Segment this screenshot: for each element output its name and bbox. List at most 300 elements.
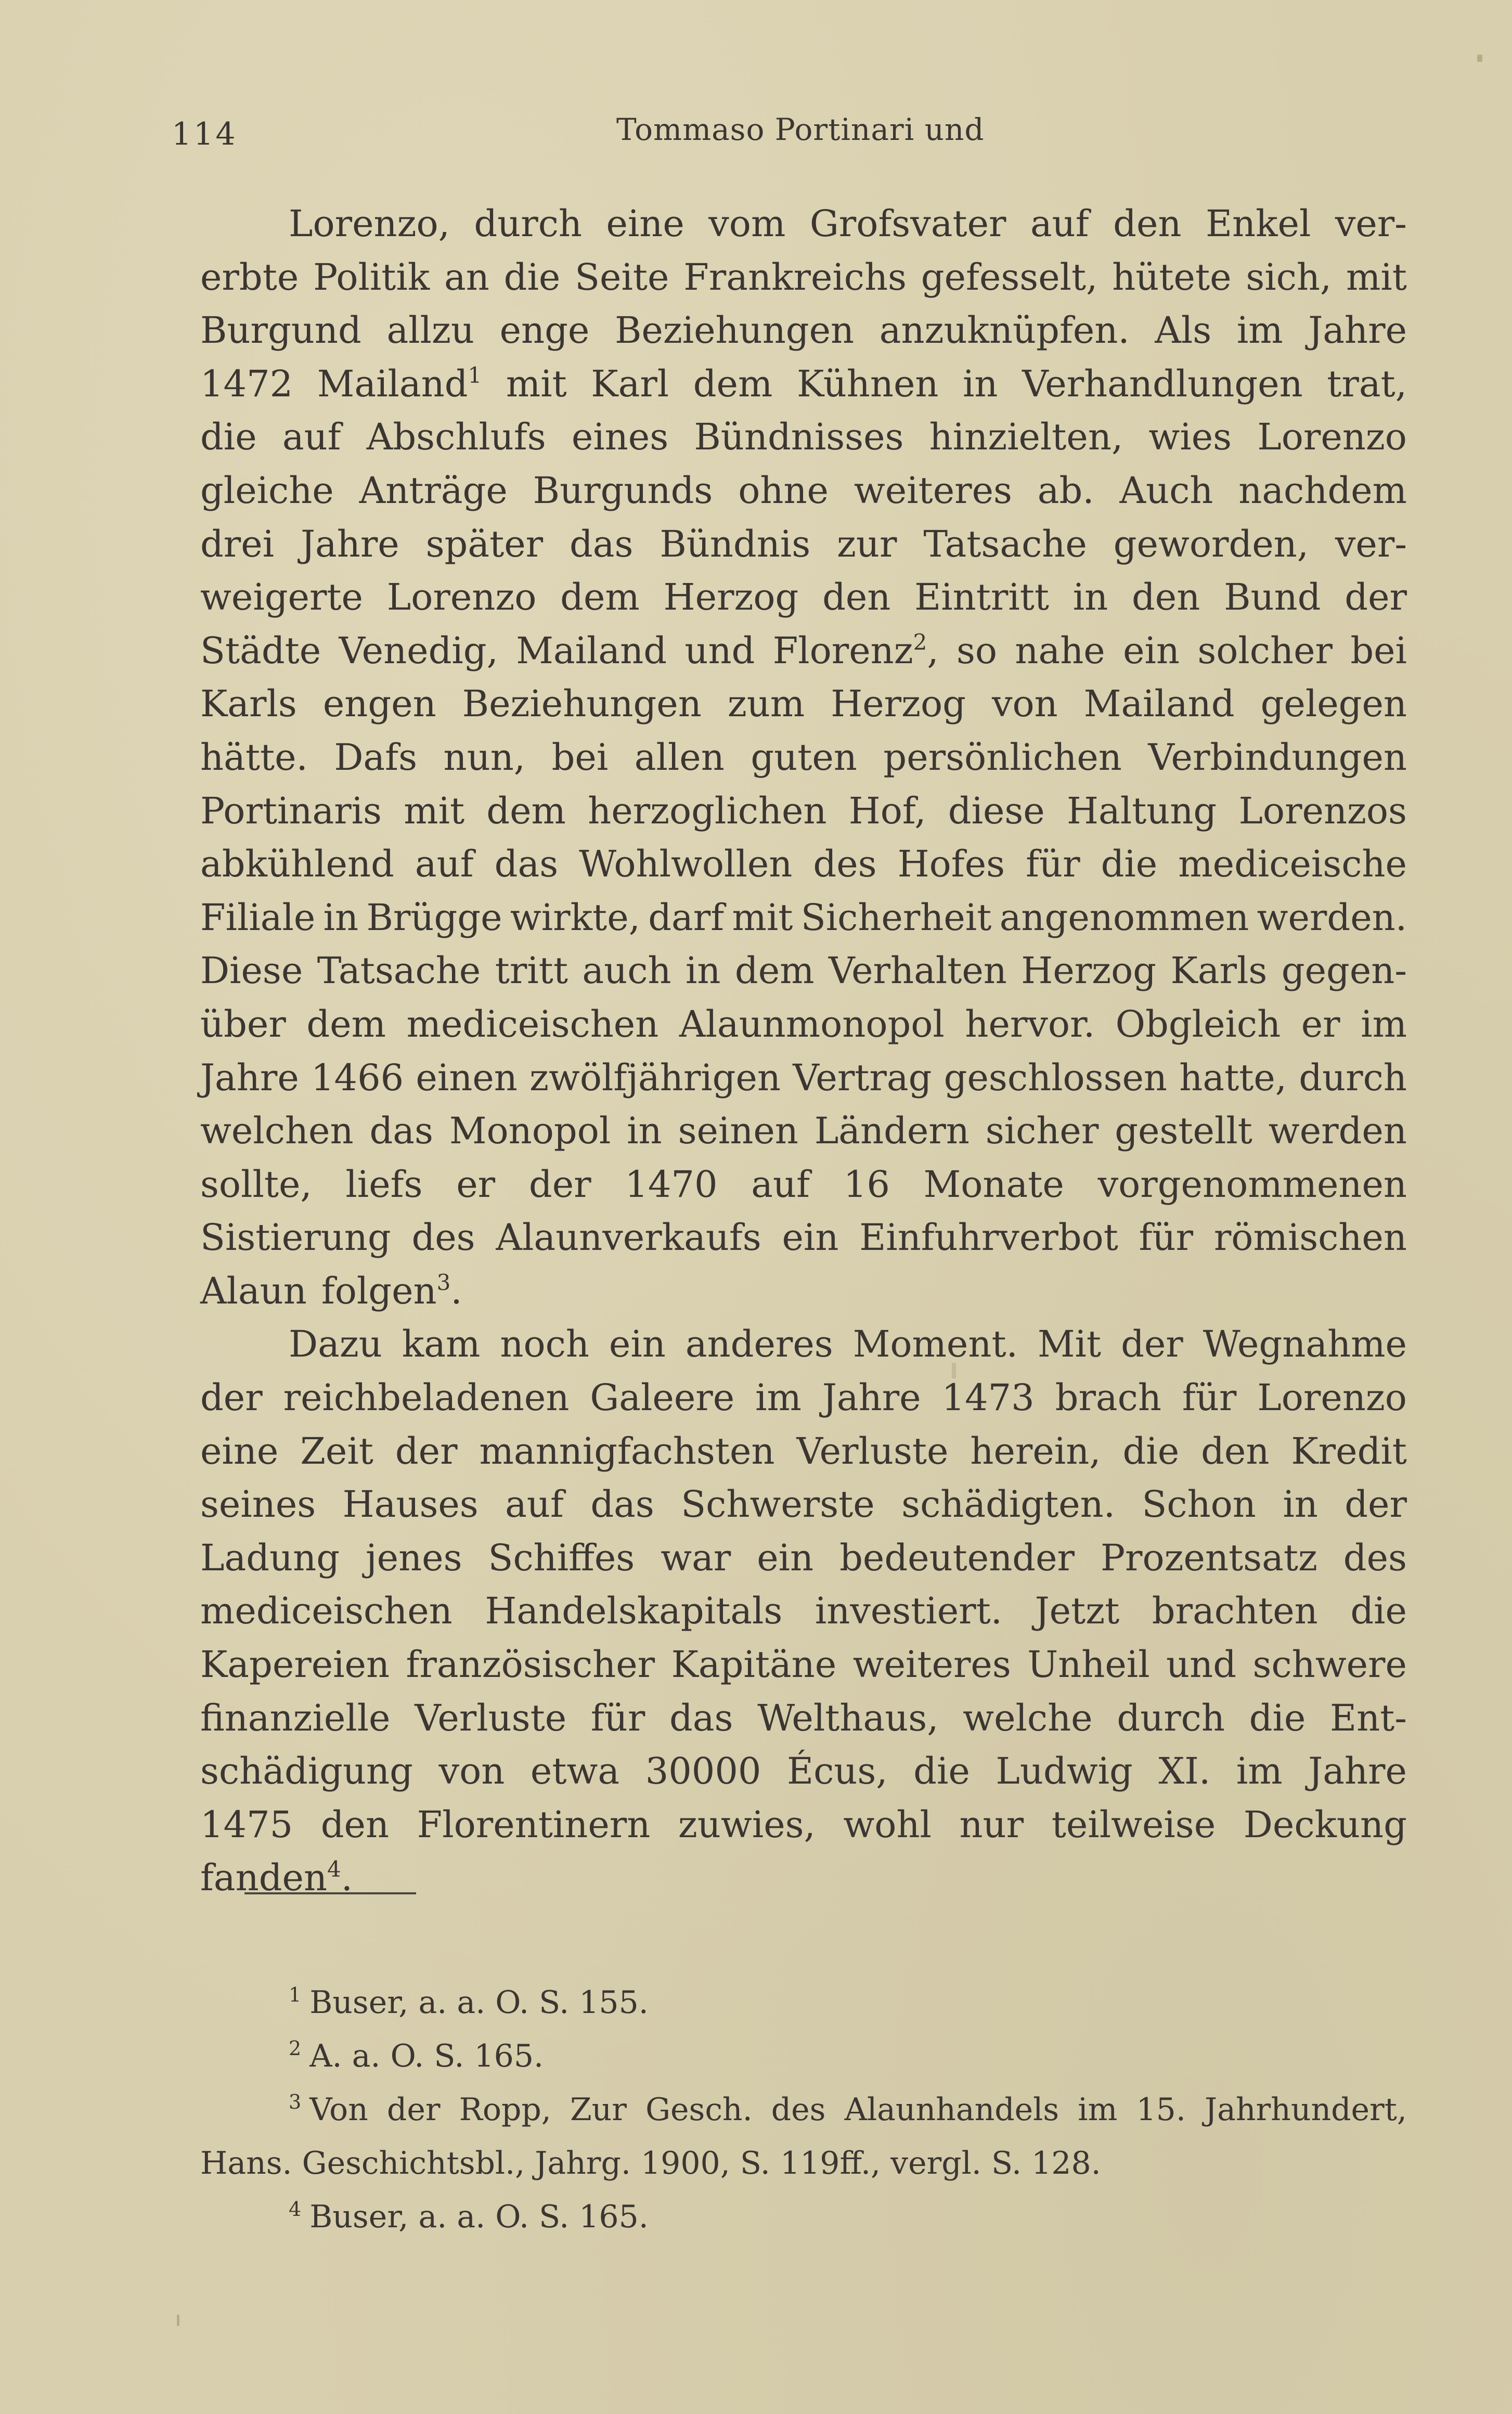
word: eine bbox=[606, 202, 684, 245]
word: im bbox=[1236, 309, 1283, 352]
paper-speck bbox=[952, 1363, 956, 1378]
word: anderes bbox=[685, 1323, 833, 1366]
word: von bbox=[991, 682, 1058, 726]
word: Brügge bbox=[366, 896, 502, 939]
word: mit bbox=[404, 789, 465, 832]
word: seinen bbox=[678, 1109, 798, 1153]
word: erbte bbox=[200, 255, 299, 299]
text-line bbox=[200, 627, 1407, 681]
word: Monopol bbox=[449, 1109, 611, 1153]
word: Hauses bbox=[342, 1483, 479, 1526]
word: weiteres bbox=[852, 1643, 1011, 1686]
text-line bbox=[200, 1428, 1407, 1481]
word: folgen$^3$. bbox=[321, 1269, 462, 1312]
text-line bbox=[200, 947, 1407, 1001]
word: Hof, bbox=[848, 789, 926, 832]
text-line bbox=[200, 680, 1407, 734]
word: die bbox=[503, 255, 561, 299]
word: mannigfachsten bbox=[479, 1429, 775, 1473]
text-line bbox=[200, 574, 1407, 627]
word: Monate bbox=[923, 1163, 1064, 1206]
footnote bbox=[200, 1982, 1407, 2035]
word: in bbox=[963, 362, 998, 405]
word: 16 bbox=[843, 1163, 890, 1206]
word: Mit bbox=[1037, 1323, 1102, 1366]
word: engen bbox=[322, 682, 436, 726]
paper-speck bbox=[1477, 55, 1482, 62]
word: Karls bbox=[1170, 949, 1268, 992]
word: mediceische bbox=[1178, 843, 1407, 886]
footnote-reference[interactable]: 1 bbox=[468, 362, 482, 388]
word: eine bbox=[200, 1429, 279, 1473]
word: jenes bbox=[365, 1536, 462, 1579]
text-line bbox=[200, 521, 1407, 574]
word: durch bbox=[1299, 1056, 1407, 1099]
text-line bbox=[200, 414, 1407, 467]
word: Diese bbox=[200, 949, 303, 992]
word: Sistierung bbox=[200, 1216, 391, 1259]
word: zur bbox=[837, 522, 897, 565]
word: Herzog bbox=[831, 682, 966, 726]
word: kam bbox=[402, 1323, 481, 1366]
word: in bbox=[323, 896, 359, 939]
text-line bbox=[200, 788, 1407, 841]
word: das bbox=[669, 1696, 733, 1739]
word: Jahre bbox=[1308, 1750, 1407, 1793]
word: Städte bbox=[200, 629, 321, 672]
word: Bündnisses bbox=[694, 416, 904, 459]
word: Eintritt bbox=[914, 576, 1049, 619]
word: der bbox=[395, 1429, 458, 1473]
footnote-text: Buser, a. a. O. S. 155. bbox=[309, 1984, 649, 2021]
word: 1470 bbox=[625, 1163, 718, 1206]
word: abkühlend bbox=[200, 843, 394, 886]
word: war bbox=[661, 1536, 731, 1579]
word: gelegen bbox=[1260, 682, 1407, 726]
word: Lorenzo bbox=[1257, 1376, 1407, 1419]
word: Lorenzo, bbox=[289, 202, 450, 245]
word: Bündnis bbox=[660, 522, 811, 565]
text-line bbox=[200, 1481, 1407, 1534]
word: Kredit bbox=[1291, 1429, 1407, 1473]
word: den bbox=[1131, 576, 1200, 619]
word: welchen bbox=[200, 1109, 354, 1153]
word: Dazu bbox=[289, 1323, 382, 1366]
word: Florenz$^2$, bbox=[772, 629, 939, 672]
word: durch bbox=[474, 202, 582, 245]
word: Alaun bbox=[200, 1269, 307, 1312]
word: Seite bbox=[575, 255, 669, 299]
word: römischen bbox=[1213, 1216, 1407, 1259]
word: bei bbox=[551, 735, 609, 779]
text-line bbox=[200, 1054, 1407, 1108]
text-line bbox=[200, 1854, 1407, 1908]
word: Politik bbox=[313, 255, 430, 299]
word: von bbox=[438, 1750, 505, 1793]
word: Zur bbox=[570, 2092, 627, 2128]
footnote-reference[interactable]: 2 bbox=[913, 629, 927, 655]
word: mit bbox=[732, 896, 793, 939]
word: Wohlwollen bbox=[579, 843, 793, 886]
word: der bbox=[200, 1376, 263, 1419]
word: schädigung bbox=[200, 1750, 413, 1793]
word: zum bbox=[727, 682, 805, 726]
word: Verluste bbox=[415, 1696, 567, 1739]
word: 1475 bbox=[200, 1803, 293, 1846]
word: Gesch. bbox=[645, 2092, 753, 2128]
word: auf bbox=[505, 1483, 564, 1526]
word: allen bbox=[634, 735, 725, 779]
word: hätte. bbox=[200, 735, 308, 779]
word: Verluste bbox=[796, 1429, 949, 1473]
footnote-reference[interactable]: 4 bbox=[327, 1856, 341, 1882]
text-line bbox=[200, 1695, 1407, 1748]
word: die bbox=[200, 416, 257, 459]
word: mediceischen bbox=[200, 1590, 453, 1633]
word: die bbox=[1350, 1590, 1407, 1633]
word: in bbox=[1283, 1483, 1318, 1526]
word: schädigten. bbox=[901, 1483, 1115, 1526]
footnote-text: A. a. O. S. 165. bbox=[309, 2038, 544, 2074]
word: ein bbox=[782, 1216, 839, 1259]
word: vom bbox=[708, 202, 786, 245]
word: Schwerste bbox=[681, 1483, 875, 1526]
word: Lorenzos bbox=[1238, 789, 1407, 832]
word: Ropp, bbox=[459, 2092, 551, 2128]
word: ab. bbox=[1037, 469, 1094, 512]
paper-speck bbox=[177, 2315, 179, 2326]
word: später bbox=[425, 522, 544, 565]
word: sollte, bbox=[200, 1163, 312, 1206]
word: er bbox=[456, 1163, 496, 1206]
footnote-continuation: Hans. Geschichtsbl., Jahrg. 1900, S. 119ff., vergl. S. 128. bbox=[200, 2145, 1101, 2181]
word: Écus, bbox=[787, 1750, 888, 1793]
word: Obgleich bbox=[1115, 1002, 1281, 1045]
word: in bbox=[1072, 576, 1108, 619]
word: ein bbox=[609, 1323, 666, 1366]
word: der bbox=[1345, 1483, 1407, 1526]
word: nachdem bbox=[1238, 469, 1407, 512]
word: Unheil bbox=[1027, 1643, 1150, 1686]
word: das bbox=[369, 1109, 433, 1153]
word: Enkel bbox=[1205, 202, 1311, 245]
word: Anträge bbox=[359, 469, 508, 512]
word: 1473 bbox=[941, 1376, 1035, 1419]
text-line bbox=[200, 1001, 1407, 1054]
word: für bbox=[590, 1696, 645, 1739]
word: in bbox=[685, 949, 721, 992]
word: XI. bbox=[1158, 1750, 1211, 1793]
text-line bbox=[200, 1801, 1407, 1855]
word: Schon bbox=[1142, 1483, 1256, 1526]
word: hatte, bbox=[1179, 1056, 1287, 1099]
word: auf bbox=[1030, 202, 1089, 245]
word: Verhandlungen bbox=[1022, 362, 1303, 405]
word: des bbox=[771, 2092, 826, 2128]
word: dem bbox=[560, 576, 640, 619]
text-line bbox=[200, 1161, 1407, 1215]
word: Beziehungen bbox=[462, 682, 702, 726]
word: den bbox=[822, 576, 891, 619]
word: Bund bbox=[1224, 576, 1321, 619]
word: liefs bbox=[345, 1163, 423, 1206]
word: Einfuhrverbot bbox=[859, 1216, 1118, 1259]
word: im bbox=[1236, 1750, 1283, 1793]
word: Moment. bbox=[852, 1323, 1018, 1366]
word: weigerte bbox=[200, 576, 363, 619]
word: Jahrhundert, bbox=[1205, 2092, 1407, 2128]
word: gefesselt, bbox=[921, 255, 1098, 299]
word: anzuknüpfen. bbox=[879, 309, 1130, 352]
word: das bbox=[569, 522, 634, 565]
word: persönlichen bbox=[883, 735, 1122, 779]
word: finanzielle bbox=[200, 1696, 391, 1739]
word: wirkte, bbox=[510, 896, 640, 939]
text-line bbox=[200, 894, 1407, 948]
footnotes bbox=[200, 1982, 1407, 2250]
word: investiert. bbox=[815, 1590, 1002, 1633]
text-line bbox=[200, 1214, 1407, 1268]
word: Tatsache bbox=[317, 949, 481, 992]
word: ohne bbox=[738, 469, 829, 512]
word: Kapereien bbox=[200, 1643, 390, 1686]
word: ver- bbox=[1335, 522, 1407, 565]
word: wohl bbox=[843, 1803, 932, 1846]
word: gleiche bbox=[200, 469, 334, 512]
text-line bbox=[200, 1748, 1407, 1801]
word: den bbox=[320, 1803, 390, 1846]
word: Jahre bbox=[822, 1376, 921, 1419]
word: noch bbox=[500, 1323, 589, 1366]
word: den bbox=[1201, 1429, 1270, 1473]
word: weiteres bbox=[854, 469, 1012, 512]
word: auch bbox=[582, 949, 671, 992]
word: er bbox=[1301, 1002, 1340, 1045]
word: 1472 bbox=[200, 362, 293, 405]
word: Jahre bbox=[300, 522, 399, 565]
footnote-reference[interactable]: 3 bbox=[436, 1269, 451, 1295]
word: geworden, bbox=[1113, 522, 1309, 565]
text-line bbox=[200, 200, 1407, 254]
text-line bbox=[200, 1107, 1407, 1161]
word: Venedig, bbox=[339, 629, 498, 672]
word: ein bbox=[1123, 629, 1180, 672]
word: Als bbox=[1155, 309, 1212, 352]
word: Ludwig bbox=[996, 1750, 1133, 1793]
word: enge bbox=[499, 309, 590, 352]
running-head bbox=[0, 107, 1512, 153]
word: allzu bbox=[386, 309, 474, 352]
word: Burgunds bbox=[533, 469, 713, 512]
word: Sicherheit bbox=[800, 896, 992, 939]
word: drei bbox=[200, 522, 275, 565]
word: gegen- bbox=[1281, 949, 1407, 992]
word: bei bbox=[1350, 629, 1407, 672]
word: für bbox=[1026, 843, 1080, 886]
word: fanden$^4$. bbox=[200, 1856, 353, 1900]
word: teilweise bbox=[1051, 1803, 1216, 1846]
word: die bbox=[913, 1750, 970, 1793]
word: Ladung bbox=[200, 1536, 340, 1579]
word: Tatsache bbox=[923, 522, 1087, 565]
word: mit bbox=[1346, 255, 1407, 299]
word: Auch bbox=[1119, 469, 1213, 512]
word: werden bbox=[1268, 1109, 1407, 1153]
word: Lorenzo bbox=[1257, 416, 1407, 459]
word: die bbox=[1249, 1696, 1306, 1739]
word: Florentinern bbox=[417, 1803, 651, 1846]
text-line bbox=[200, 1321, 1407, 1374]
footnote-separator-rule bbox=[244, 1892, 416, 1894]
word: Karls bbox=[200, 682, 297, 726]
word: 30000 bbox=[645, 1750, 761, 1793]
word: auf bbox=[751, 1163, 810, 1206]
word: Herzog bbox=[1021, 949, 1157, 992]
footnote bbox=[200, 2196, 1407, 2250]
word: hinzielten, bbox=[929, 416, 1123, 459]
word: das bbox=[590, 1483, 654, 1526]
word: auf bbox=[415, 843, 474, 886]
word: dem bbox=[734, 949, 815, 992]
word: mediceischen bbox=[406, 1002, 659, 1045]
word: 15. bbox=[1136, 2092, 1186, 2128]
word: nun, bbox=[443, 735, 526, 779]
word: etwa bbox=[530, 1750, 620, 1793]
footnote: $^3$ Von der Ropp, Zur Gesch. des Alaunhandels im 15. Jahrhundert, bbox=[200, 2089, 1407, 2142]
text-line bbox=[200, 1587, 1407, 1641]
word: so bbox=[956, 629, 998, 672]
footnote-text: Buser, a. a. O. S. 165. bbox=[309, 2199, 649, 2235]
word: seines bbox=[200, 1483, 316, 1526]
word: die bbox=[1122, 1429, 1180, 1473]
word: werden. bbox=[1257, 896, 1407, 939]
word: Alaunmonopol bbox=[679, 1002, 945, 1045]
word: eines bbox=[571, 416, 669, 459]
word: Dafs bbox=[334, 735, 417, 779]
word: für bbox=[1182, 1376, 1237, 1419]
word: Welthaus, bbox=[757, 1696, 939, 1739]
word: Deckung bbox=[1243, 1803, 1407, 1846]
word: Haltung bbox=[1066, 789, 1217, 832]
footnote-number: 2 bbox=[289, 2037, 302, 2060]
word: geschlossen bbox=[944, 1056, 1168, 1099]
word: für bbox=[1139, 1216, 1194, 1259]
word: Hofes bbox=[897, 843, 1005, 886]
text-line bbox=[200, 360, 1407, 414]
word: Kapitäne bbox=[671, 1643, 837, 1686]
word: auf bbox=[282, 416, 341, 459]
word: vorgenommenen bbox=[1097, 1163, 1407, 1206]
word: angenommen bbox=[999, 896, 1249, 939]
text-line bbox=[200, 841, 1407, 894]
text-line bbox=[200, 1641, 1407, 1695]
text-line bbox=[200, 1268, 1407, 1321]
word: Burgund bbox=[200, 309, 361, 352]
word: Vertrag bbox=[793, 1056, 932, 1099]
word: Portinaris bbox=[200, 789, 382, 832]
word: Alaunhandels bbox=[844, 2092, 1059, 2128]
word: durch bbox=[1117, 1696, 1225, 1739]
word: der bbox=[1121, 1323, 1183, 1366]
word: reichbeladenen bbox=[283, 1376, 570, 1419]
word: schwere bbox=[1252, 1643, 1407, 1686]
word: nahe bbox=[1015, 629, 1105, 672]
word: Filiale bbox=[200, 896, 316, 939]
word: Mailand$^1$ bbox=[317, 362, 482, 405]
word: das bbox=[494, 843, 559, 886]
word: und bbox=[684, 629, 755, 672]
word: zwölfjährigen bbox=[529, 1056, 781, 1099]
word: bedeutender bbox=[839, 1536, 1075, 1579]
word: Mailand bbox=[1083, 682, 1235, 726]
word: gestellt bbox=[1115, 1109, 1252, 1153]
footnote-number: 3 bbox=[289, 2090, 302, 2113]
word: der bbox=[386, 2092, 441, 2128]
word: Jetzt bbox=[1035, 1590, 1120, 1633]
word: hütete bbox=[1112, 255, 1232, 299]
word: herzoglichen bbox=[588, 789, 827, 832]
word: sich, bbox=[1246, 255, 1332, 299]
word: Ent- bbox=[1330, 1696, 1407, 1739]
word: brachten bbox=[1152, 1590, 1318, 1633]
word: tritt bbox=[495, 949, 568, 992]
word: Prozentsatz bbox=[1100, 1536, 1317, 1579]
word: zuwies, bbox=[678, 1803, 816, 1846]
word: hervor. bbox=[965, 1002, 1095, 1045]
word: im bbox=[1361, 1002, 1407, 1045]
word: welche bbox=[963, 1696, 1093, 1739]
text-line bbox=[200, 734, 1407, 788]
word: Alaunverkaufs bbox=[496, 1216, 761, 1259]
footnote bbox=[200, 2035, 1407, 2089]
word: des bbox=[1343, 1536, 1407, 1579]
word: Jahre bbox=[200, 1056, 299, 1099]
word: brach bbox=[1055, 1376, 1161, 1419]
word: über bbox=[200, 1002, 286, 1045]
word: sicher bbox=[985, 1109, 1099, 1153]
word: Zeit bbox=[300, 1429, 373, 1473]
word: Handelskapitals bbox=[485, 1590, 783, 1633]
word: Galeere bbox=[590, 1376, 735, 1419]
word: Beziehungen bbox=[614, 309, 855, 352]
word: in bbox=[627, 1109, 662, 1153]
footnote-number: 1 bbox=[289, 1983, 302, 2006]
word: wies bbox=[1148, 416, 1232, 459]
word: und bbox=[1166, 1643, 1237, 1686]
word: Schiffes bbox=[488, 1536, 635, 1579]
word: darf bbox=[648, 896, 725, 939]
word: Lorenzo bbox=[386, 576, 537, 619]
word: Abschlufs bbox=[366, 416, 546, 459]
word: Mailand bbox=[516, 629, 667, 672]
word: dem bbox=[693, 362, 773, 405]
footnote-number: 4 bbox=[289, 2198, 302, 2221]
word: dem bbox=[306, 1002, 386, 1045]
word: des bbox=[411, 1216, 475, 1259]
word: guten bbox=[751, 735, 857, 779]
word: den bbox=[1113, 202, 1182, 245]
word: die bbox=[1101, 843, 1158, 886]
word: Verhalten bbox=[828, 949, 1007, 992]
word: Grofsvater bbox=[809, 202, 1006, 245]
word: Jahre bbox=[1308, 309, 1407, 352]
word: französischer bbox=[406, 1643, 655, 1686]
word: Ländern bbox=[814, 1109, 970, 1153]
word: Wegnahme bbox=[1203, 1323, 1407, 1366]
word: im bbox=[1078, 2092, 1118, 2128]
word: Karl bbox=[591, 362, 669, 405]
word: an bbox=[444, 255, 489, 299]
